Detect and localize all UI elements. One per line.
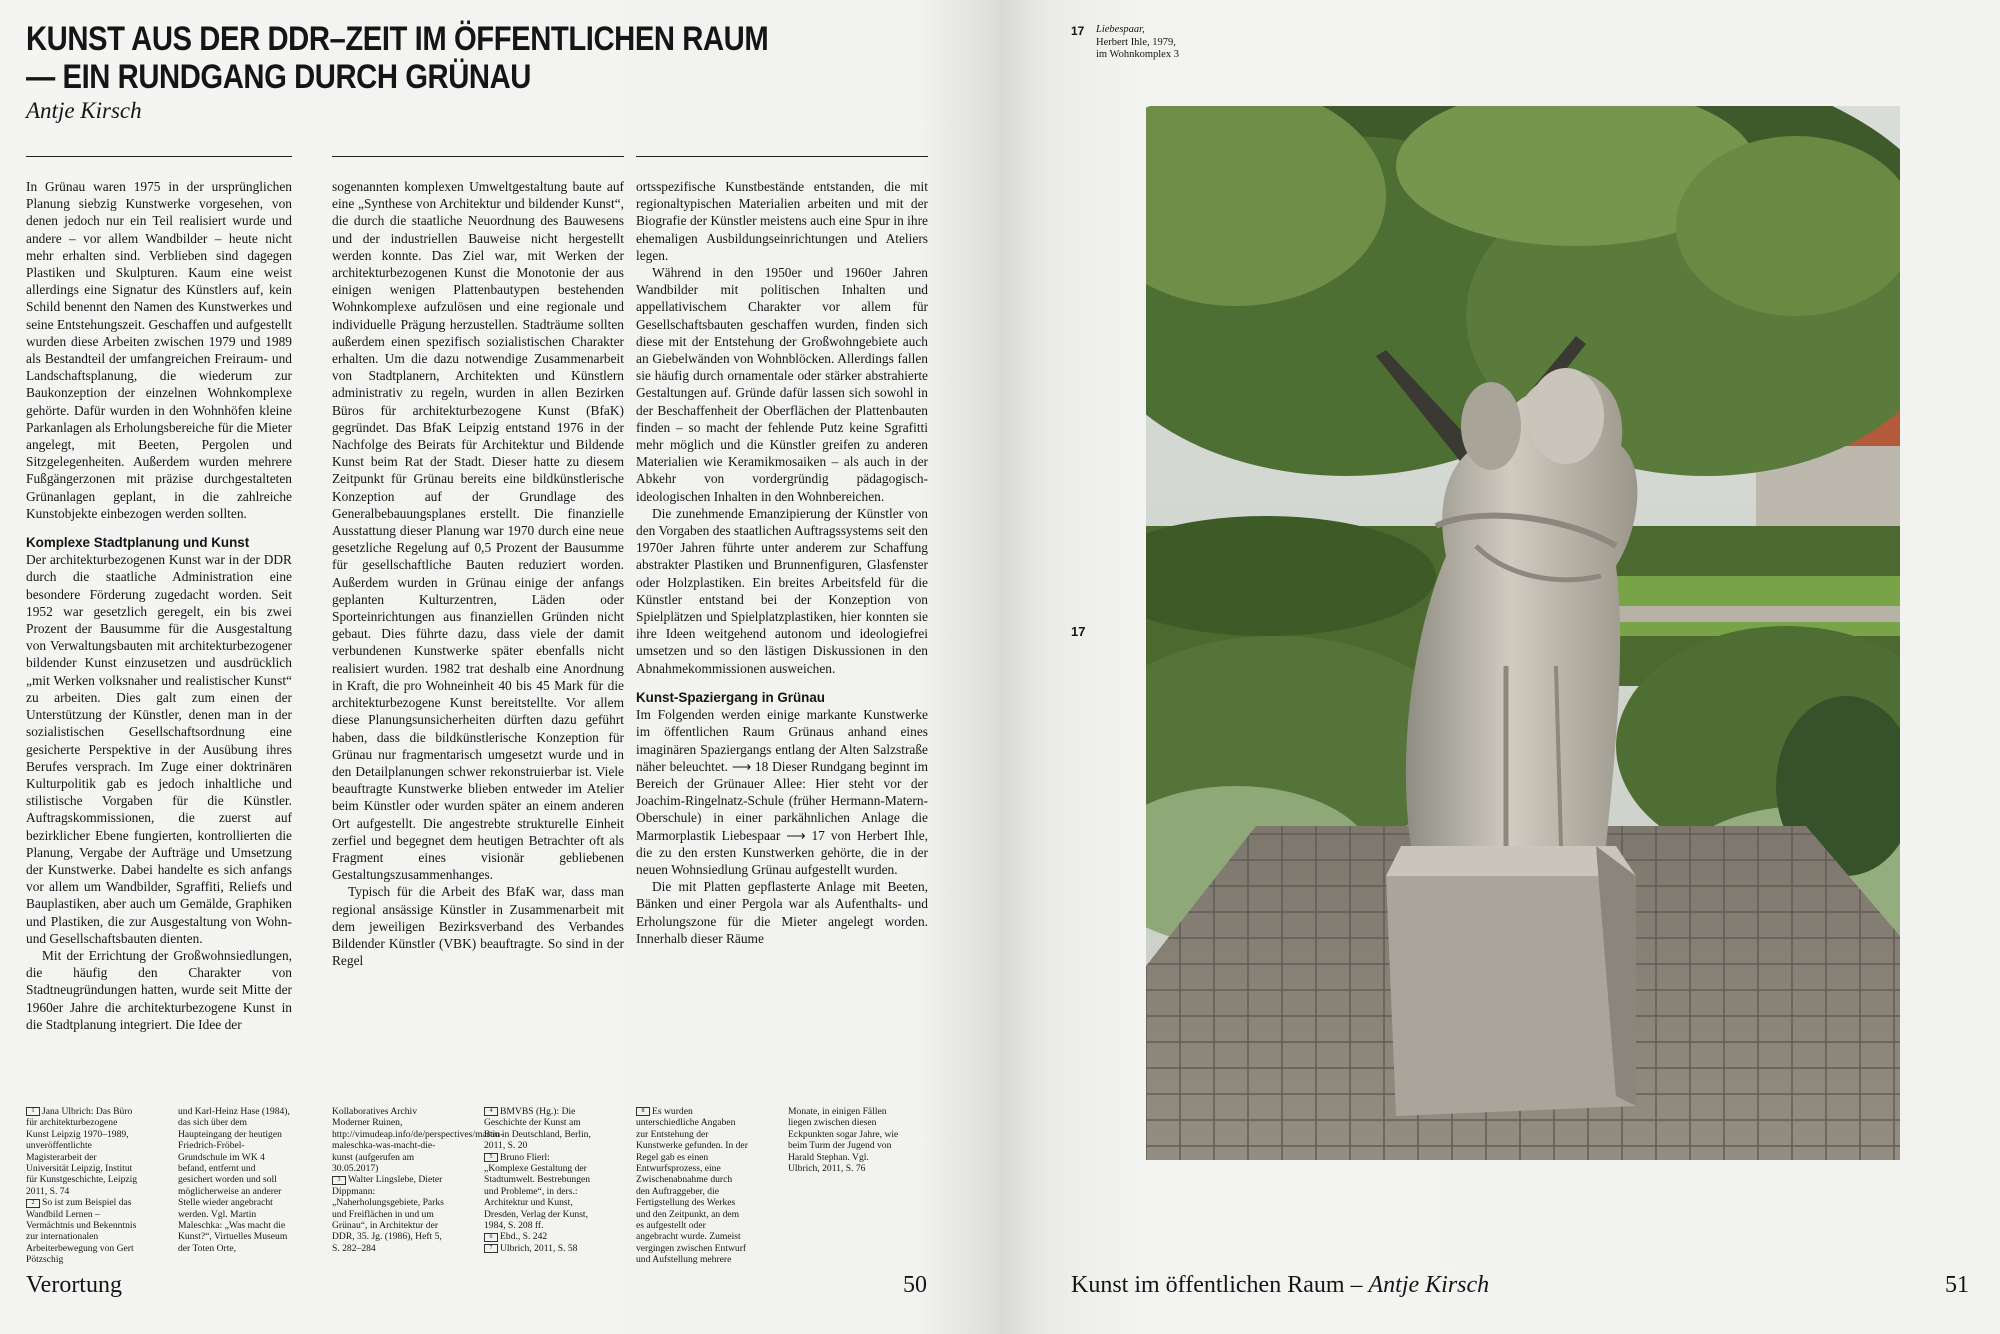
paragraph: Der architekturbezogenen Kunst war in der DDR durch die staatliche Administration eine besondere Förderung zugedacht worden. Seit 1952 war gesetzlich geregelt, ein bis zwei Prozent der Bausumme für die Ausgestaltung von Verwaltungsbauten mit architekturbezogener bildender Kunst einzusetzen und ausdrücklich „mit Werken volksnaher und realistischer Kunst“ zu arbeiten. Dies galt zum einen der Unterstützung der Künstler, denen man in der sozialistischen Gesellschaftsordnung eine gesicherte Perspektive in der Ausübung ihres Berufes versprach. Im Zuge einer doktrinären Kulturpolitik gab es jedoch inhaltliche und stilistische Vorgaben für die Künstler. Auftragskommissionen, die zuerst auf bezirklicher Ebene fungierten, kontrollierten die Planung, Vergabe der Aufträge und Umsetzung der Kunstwerke. Dabei handelte es sich anfangs vor allem um Wandbilder, Sgraffiti, Reliefs und Bauplastiken, aber auch um Gemälde, Graphiken und Plastiken, die zur Ausgestaltung von Wohn- und Gesellschaftsbauten dienten. [26,552,292,946]
footnote: Kollaboratives Archiv Moderner Ruinen, http://vimudeap.info/de/perspectives/martin-maleschka-was-macht-die-kunst (aufgerufen am 30.05.2017) [332,1106,504,1175]
section-heading: Komplexe Stadtplanung und Kunst [26,535,250,551]
column-rule-2 [332,156,624,157]
footnote-column-1 [26,1106,138,1266]
sculpture-photo-illustration [1146,106,1900,1160]
text-column-1 [26,178,292,1033]
footnote: und Karl-Heinz Hase (1984), das sich über dem Haupteingang der heutigen Friedrich-Fröbel-Grundschule im WK 4 befand, entfernt und gesichert worden und soll möglicherweise an anderer Stelle wieder angebracht werden. Vgl. Martin Maleschka: „Was macht die Kunst?“, Virtuelles Museum der Toten Orte, [178,1106,290,1254]
text-column-3 [636,178,928,947]
sculpture-photo [1146,106,1900,1160]
footnote: 8 Es wurden unterschiedliche Angaben zur Entstehung der Kunstwerke gefunden. In der Regel gab es einen Entwurfsprozess, eine Zwischenabnahme durch den Auftraggeber, die Fertigstellung des Werkes und den Zeitpunkt, an dem es aufgestellt oder angebracht wurde. Zumeist vergingen zwischen Entwurf und Aufstellung mehrere [636,1106,748,1266]
footnote-marker-icon: 8 [636,1107,650,1116]
photo-caption [1096,24,1179,62]
footnote-marker-icon: 2 [26,1199,40,1208]
paragraph: Während in den 1950er und 1960er Jahren Wandbilder mit politischen Inhalten und appellativischem Charakter vor allem für Gesellschaftsbauten geschaffen wurden, finden sich diese mit der Entstehung der Großwohngebiete auch an Giebelwänden von Wohnblöcken. Allerdings fallen sie häufig durch ornamentale oder stärker abstrahierte Gestaltungen auf. Gründe dafür lassen sich sowohl in der Beschaffenheit der Oberflächen der Plattenbauten finden – so macht der fehlende Putz keine Sgrafitti mehr möglich und die Künstler greifen zu anderen Materialien wie Keramikmosaiken – als auch in der Abkehr von vordergründig pädagogisch-ideologischen Inhalten in den Wohnbereichen. [636,265,928,504]
column-rule-1 [26,156,292,157]
paragraph: In Grünau waren 1975 in der ursprünglichen Planung siebzig Kunstwerke vorgesehen, von denen jedoch nur ein Teil realisiert wurde und andere – vor allem Wandbilder – heute nicht mehr erhalten sind. Verblieben sind dagegen Plastiken und Skulpturen. Kaum eine weist allerdings eine Signatur des Künstlers auf, kein Schild benennt den Namen des Kunstwerkes und seine Entstehungszeit. Geschaffen und aufgestellt wurden diese Arbeiten zwischen 1979 und 1989 als Bestandteil der umfangreichen Freiraum- und Landschaftsplanung, die wiederum zur Baukonzeption der einzelnen Wohnkomplexe gehörte. Dafür wurden in den Wohnhöfen kleine Parkanlagen als Erholungsbereiche für die Mieter angelegt, mit Beeten, Pergolen und Sitzgelegenheiten. Außerdem wurden mehrere Fußgängerzonen mit präzise durchgestalteten Grünanlagen geplant, in die zahlreiche Kunstobjekte einbezogen werden sollten. [26,179,292,521]
footnote: 6 Ebd., S. 242 [484,1231,596,1242]
article-author: Antje Kirsch [26,98,142,123]
column-rule-3 [636,156,928,157]
article-title [26,20,768,96]
footnote-column-6 [788,1106,900,1174]
caption-location: im Wohnkomplex 3 [1096,49,1179,60]
footnote-marker-icon: 3 [332,1176,346,1185]
title-line-2: — EIN RUNDGANG DURCH GRÜNAU [26,58,531,96]
footnote: 7 Ulbrich, 2011, S. 58 [484,1243,596,1254]
paragraph: ortsspezifische Kunstbestände entstanden, die mit regionaltypischen Materialien arbeiten und mit der Biografie der Künstler meistens auch eine Spur in ihre ehemaligen Ausbildungseinrichtungen und Ateliers legen. [636,179,928,263]
footnote-marker-icon: 5 [484,1153,498,1162]
footnote-column-2 [178,1106,290,1254]
footnote-column-5 [636,1106,748,1266]
paragraph: sogenannten komplexen Umweltgestaltung baute auf eine „Synthese von Architektur und bildender Kunst“, die durch die staatliche Neuordnung des Bauwesens und der industriellen Bauweise nicht hergestellt werden konnte. Das Ziel war, mit Werken der architekturbezogenen Kunst die Monotonie der aus einigen wenigen Plattenbautypen bestehenden Wohnkomplexe aufzulösen und eine regionale und individuelle Prägung herzustellen. Stadträume sollten außerdem einen spezifisch sozialistischen Charakter erhalten. Um die dazu notwendige Zusammenarbeit von Stadtplanern, Architekten und Künstlern administrativ zu regeln, wurden in allen Bezirken Büros für architekturbezogene Kunst (BfaK) gegründet. Das BfaK Leipzig entstand 1976 in der Nachfolge des Beirats für Architektur und Bildende Kunst beim Rat der Stadt. Dieser hatte zu diesem Zeitpunkt für Grünau bereits eine bildkünstlerische Konzeption auf der Grundlage des Generalbebauungsplanes erstellt. Die finanzielle Ausstattung dieser Planung war 1970 durch eine neue gesetzliche Regelung auf 0,5 Prozent der Bausumme für gesellschaftliche Bauten reduziert worden. Außerdem wurden in Grünau einige der anfangs geplanten Kulturzentren, Läden oder Sporteinrichtungen aus finanziellen Gründen nicht gebaut. Dies führte dazu, dass viele der damit verbundenen Kunstwerke später ebenfalls nicht realisiert wurden. 1982 trat deshalb eine Anordnung in Kraft, die pro Wohneinheit 40 bis 45 Mark für die architekturbezogene Kunst bereitstellte. Vor allem diese Planungsunsicherheiten dürften dazu geführt haben, dass die bildkünstlerische Konzeption für Grünau nur fragmentarisch umgesetzt wurde und in den Detailplanungen schwer rekonstruierbar ist. Viele beauftragte Kunstwerke blieben entweder im Atelier beim Künstler oder wurden später an einem anderen Ort aufgestellt. Die angestrebte strukturelle Einheit zerfiel und begegnet dem heutigen Betrachter oft als Fragment eines visionär gebliebenen Gestaltungszusammenhanges. [332,179,624,883]
paragraph: Typisch für die Arbeit des BfaK war, dass man regional ansässige Künstler in Zusammenarbeit mit dem jeweiligen Bezirksverband des Verbandes Bildender Künstler (VBK) beauftragte. So sind in der Regel [332,884,624,969]
caption-number: 17 [1071,24,1085,38]
running-footer-right: Kunst im öffentlichen Raum – Antje Kirsch [1071,1272,1490,1298]
footnote: 3 Walter Lingslebe, Dieter Dippmann: „Naherholungsgebiete, Parks und Freiflächen in und um Grünau“, in Architektur der DDR, 35. Jg. (1986), Heft 5, S. 282–284 [332,1174,444,1254]
text-column-2 [332,178,624,969]
footnote: 2 So ist zum Beispiel das Wandbild Lernen – Vermächtnis und Bekenntnis zur internationalen Arbeiterbewegung von Gert Pötzschig [26,1197,137,1266]
paragraph: Mit der Errichtung der Großwohnsiedlungen, die häufig den Charakter von Stadtneugründungen hatten, wurde seit Mitte der 1960er Jahre die architekturbezogene Kunst in die Stadtplanung integriert. Die Idee der [26,947,292,1032]
page-number-left: 50 [903,1272,927,1298]
paragraph: Die zunehmende Emanzipierung der Künstler von den Vorgaben des staatlichen Auftragssystems seit den 1970er Jahren führte unter anderem zur Schaffung abstrakter Plastiken und Brunnenfiguren, Glasfenster oder Holzplastiken. Ein breites Arbeitsfeld für die Künstler entstand bei der Konzeption von Spielplätzen und Spielplatzplastiken, hier konnten sie ihre Ideen weitgehend autonom und ideologiefrei umsetzen und so den lästigen Diskussionen in den Abnahmekommissionen ausweichen. [636,505,928,676]
footnote: 4 BMVBS (Hg.): Die Geschichte der Kunst am Bau in Deutschland, Berlin, 2011, S. 20 [484,1106,591,1152]
footnote-column-3 [332,1106,504,1254]
paragraph: Die mit Platten gepflasterte Anlage mit Beeten, Bänken und einer Pergola war als Aufenthalts- und Erholungszone für die Mieter angelegt worden. Innerhalb dieser Räume [636,879,928,946]
footer-author: Antje Kirsch [1368,1272,1490,1298]
caption-title: Liebespaar, [1096,24,1145,35]
footnote-marker-icon: 1 [26,1107,40,1116]
paragraph: Im Folgenden werden einige markante Kunstwerke im öffentlichen Raum Grünaus anhand eines imaginären Spaziergangs entlang der Alten Salzstraße näher beleuchtet. ⟶ 18 Dieser Rundgang beginnt im Bereich der Grünauer Allee: Hier steht vor der Joachim-Ringelnatz-Schule (früher Hermann-Matern-Oberschule) in einer parkähnlichen Anlage die Marmorplastik Liebespaar ⟶ 17 von Herbert Ihle, die zu den ersten Kunstwerken gehörte, die in der neuen Wohnsiedlung Grünau aufgestellt wurden. [636,707,928,877]
footnote: Monate, in einigen Fällen liegen zwischen diesen Eckpunkten sogar Jahre, wie beim Turm der Jugend von Harald Stephan. Vgl. Ulbrich, 2011, S. 76 [788,1106,899,1175]
section-heading: Kunst-Spaziergang in Grünau [636,689,825,705]
figure-side-number: 17 [1071,624,1086,639]
footnote: 5 Bruno Flierl: „Komplexe Gestaltung der Stadtumwelt. Bestrebungen und Probleme“, in ders.: Architektur und Kunst, Dresden, Verlag der Kunst, 1984, S. 208 ff. [484,1151,591,1232]
footnote: 1 Jana Ulbrich: Das Büro für architekturbezogene Kunst Leipzig 1970–1989, unveröffentlichte Magisterarbeit der Universität Leipzig, Institut für Kunstgeschichte, Leipzig 2011, S. 74 [26,1106,138,1197]
title-line-1: KUNST AUS DER DDR–ZEIT IM ÖFFENTLICHEN RAUM [26,20,769,58]
caption-artist: Herbert Ihle, 1979, [1096,36,1176,48]
footnote-column-4 [484,1106,596,1254]
footnote-marker-icon: 4 [484,1107,498,1116]
page-number-right: 51 [1945,1272,1969,1298]
running-footer-left: Verortung [26,1272,122,1298]
footnote-marker-icon: 6 [484,1233,498,1242]
footnote-marker-icon: 7 [484,1244,498,1253]
